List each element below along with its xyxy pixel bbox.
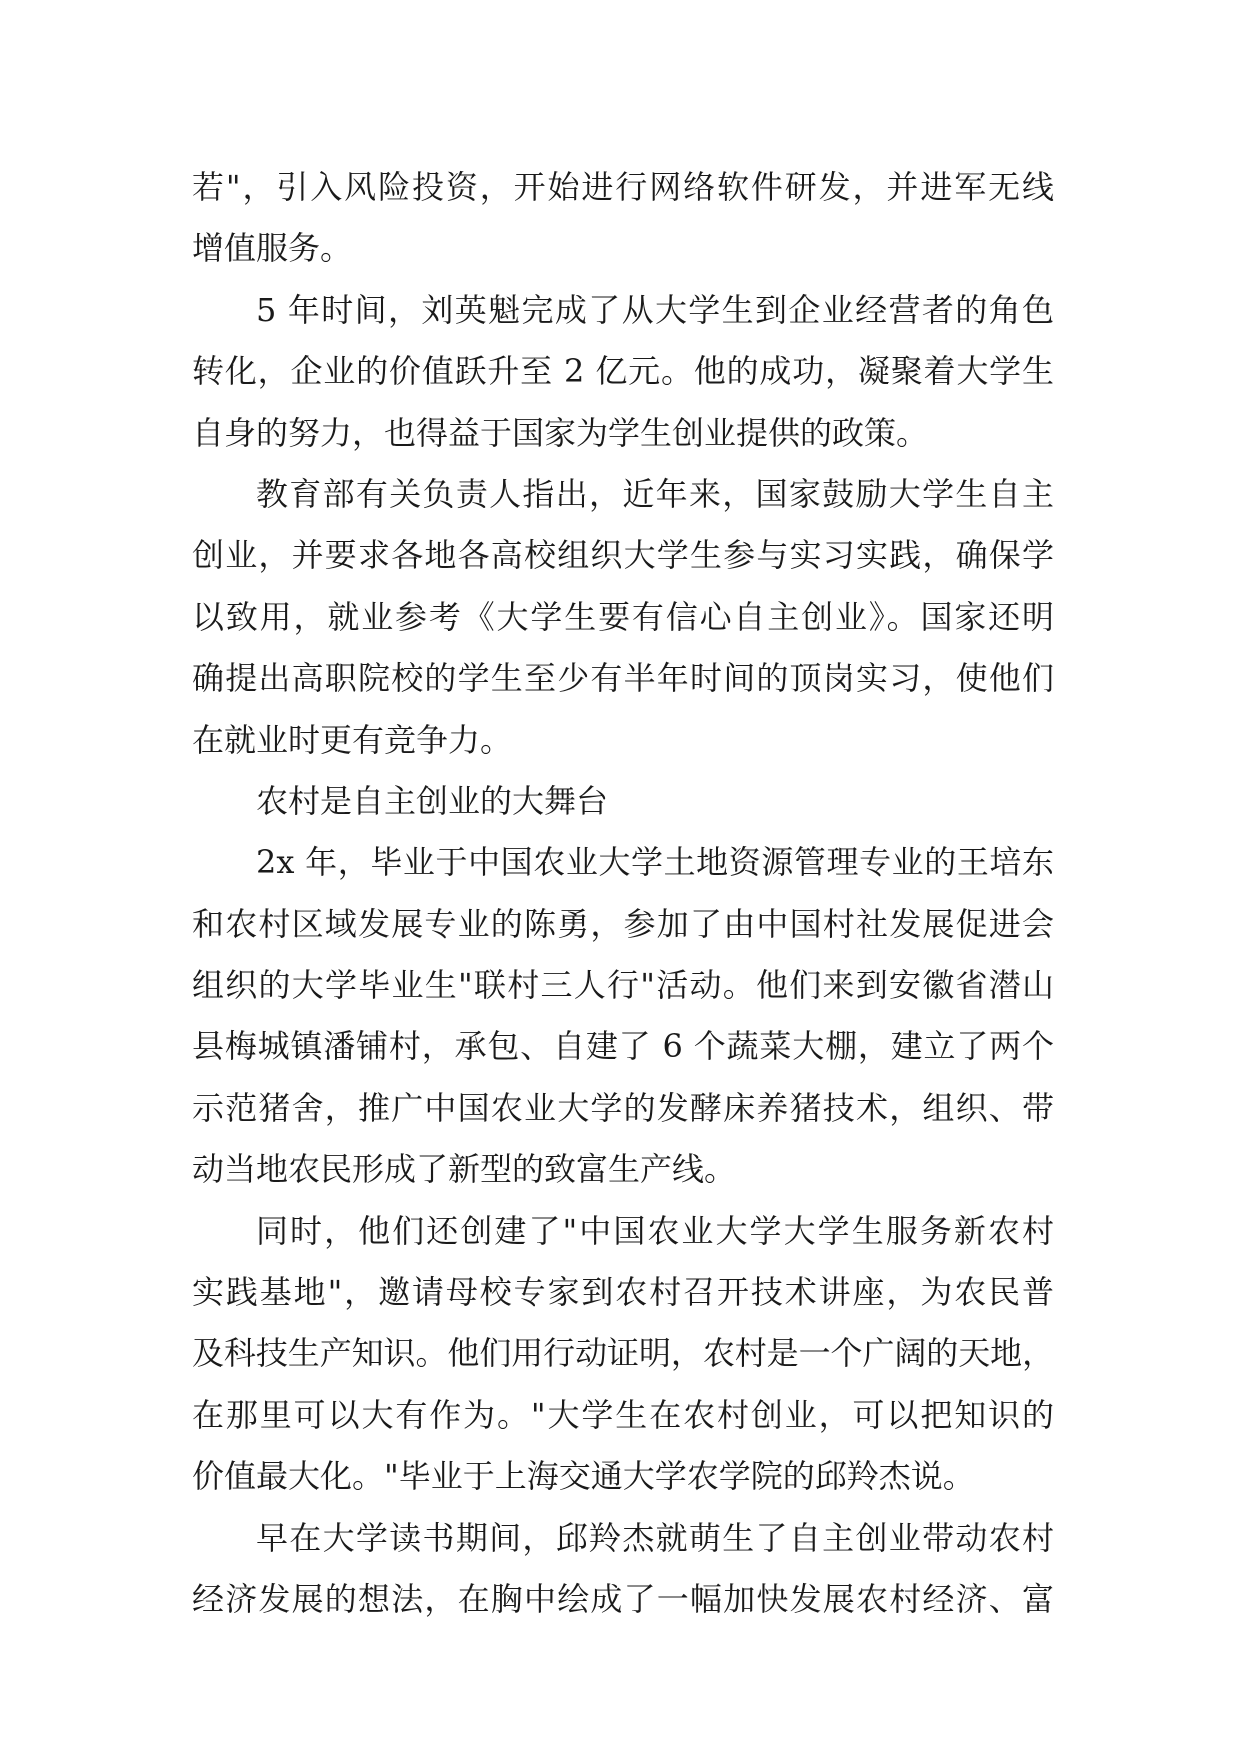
text-line: 价值最大化。"毕业于上海交通大学农学院的邱羚杰说。 [192, 1457, 975, 1496]
text-line: 2x 年，毕业于中国农业大学土地资源管理专业的王培东 [256, 843, 1054, 882]
text-line: 动当地农民形成了新型的致富生产线。 [192, 1150, 737, 1189]
text-line: 早在大学读书期间，邱羚杰就萌生了自主创业带动农村 [256, 1518, 1054, 1557]
text-line: 转化，企业的价值跃升至 2 亿元。他的成功，凝聚着大学生 [192, 352, 1054, 391]
text-line: 在那里可以大有作为。"大学生在农村创业，可以把知识的 [192, 1395, 1054, 1434]
text-line: 经济发展的想法，在胸中绘成了一幅加快发展农村经济、富 [192, 1579, 1054, 1618]
text-line: 自身的努力，也得益于国家为学生创业提供的政策。 [192, 413, 929, 452]
text-line: 和农村区域发展专业的陈勇，参加了由中国村社发展促进会 [192, 904, 1054, 943]
text-line: 组织的大学毕业生"联村三人行"活动。他们来到安徽省潜山 [192, 966, 1054, 1005]
text-line: 增值服务。 [192, 229, 353, 268]
text-line: 实践基地"，邀请母校专家到农村召开技术讲座，为农民普 [192, 1273, 1054, 1312]
text-line: 教育部有关负责人指出，近年来，国家鼓励大学生自主 [256, 474, 1054, 513]
text-line: 示范猪舍，推广中国农业大学的发酵床养猪技术，组织、带 [192, 1088, 1054, 1127]
text-line: 以致用，就业参考《大学生要有信心自主创业》。国家还明 [192, 597, 1054, 636]
document-body [192, 157, 1054, 1630]
text-line: 同时，他们还创建了"中国农业大学大学生服务新农村 [256, 1211, 1054, 1250]
text-line: 在就业时更有竞争力。 [192, 720, 513, 759]
text-line: 创业，并要求各地各高校组织大学生参与实习实践，确保学 [192, 536, 1054, 575]
text-line: 及科技生产知识。他们用行动证明，农村是一个广阔的天地， [192, 1334, 1055, 1373]
text-line: 若"，引入风险投资，开始进行网络软件研发，并进军无线 [192, 168, 1054, 206]
text-line: 确提出高职院校的学生至少有半年时间的顶岗实习，使他们 [192, 659, 1054, 698]
text-line: 县梅城镇潘铺村，承包、自建了 6 个蔬菜大棚，建立了两个 [192, 1027, 1054, 1066]
text-line: 5 年时间，刘英魁完成了从大学生到企业经营者的角色 [256, 290, 1054, 329]
text-line: 农村是自主创业的大舞台 [256, 781, 609, 820]
